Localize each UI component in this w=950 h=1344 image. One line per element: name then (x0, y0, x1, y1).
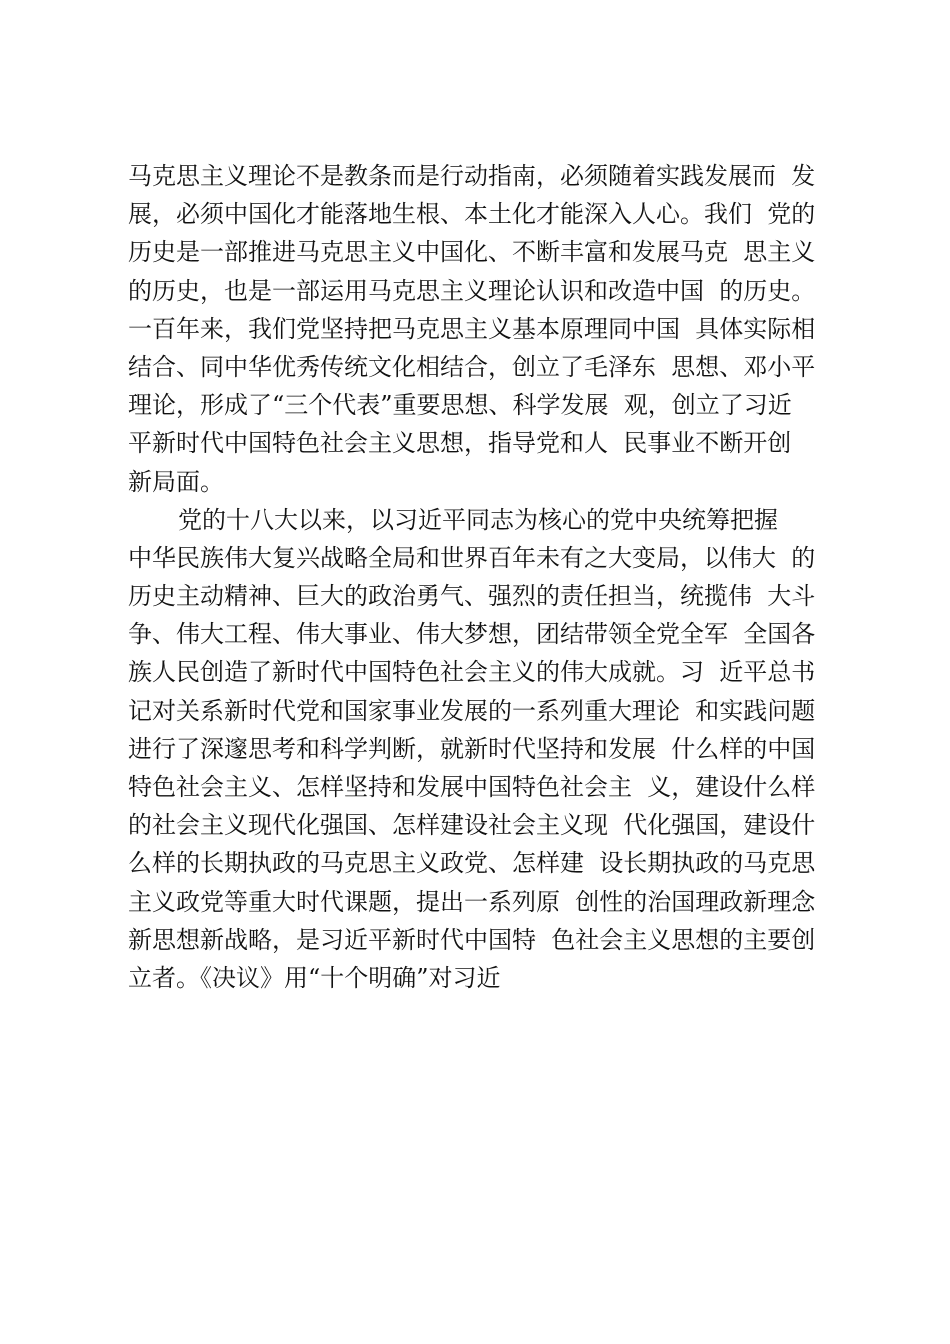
text-line: 平新时代中国特色社会主义思想，指导党和人 民事业不断开创 (128, 429, 792, 458)
text-line: 展，必须中国化才能落地生根、本土化才能深入人心。我们 党的 (128, 200, 816, 229)
text-line: 主义政党等重大时代课题，提出一系列原 创性的治国理政新理念 (128, 887, 816, 916)
body-text (128, 157, 828, 997)
text-line: 进行了深邃思考和科学判断，就新时代坚持和发展 什么样的中国 (128, 734, 816, 763)
text-line: 新思想新战略，是习近平新时代中国特 色社会主义思想的主要创 (128, 925, 816, 954)
text-line: 新局面。 (128, 467, 224, 496)
text-line: 立者。《决议》用“十个明确”对习近 (128, 963, 501, 992)
paragraph-start-line: 党的十八大以来，以习近平同志为核心的党中央统筹把握 (178, 505, 778, 534)
text-line: 一百年来，我们党坚持把马克思主义基本原理同中国 具体实际相 (128, 314, 816, 343)
text-line: 争、伟大工程、伟大事业、伟大梦想，团结带领全党全军 全国各 (128, 620, 816, 649)
text-line: 的历史，也是一部运用马克思主义理论认识和改造中国 的历史。 (128, 276, 816, 305)
text-line: 特色社会主义、怎样坚持和发展中国特色社会主 义，建设什么样 (128, 773, 816, 801)
text-line: 的社会主义现代化强国、怎样建设社会主义现 代化强国，建设什 (128, 811, 816, 840)
text-line: 马克思主义理论不是教条而是行动指南，必须随着实践发展而 发 (128, 162, 816, 190)
text-line: 历史是一部推进马克思主义中国化、不断丰富和发展马克 思主义 (128, 238, 816, 267)
text-line: 理论，形成了“三个代表”重要思想、科学发展 观，创立了习近 (128, 391, 792, 420)
text-line: 结合、同中华优秀传统文化相结合，创立了毛泽东 思想、邓小平 (128, 352, 816, 381)
text-line: 记对关系新时代党和国家事业发展的一系列重大理论 和实践问题 (128, 696, 816, 725)
text-line: 么样的长期执政的马克思主义政党、怎样建 设长期执政的马克思 (128, 849, 816, 878)
text-line: 历史主动精神、巨大的政治勇气、强烈的责任担当，统揽伟 大斗 (128, 582, 816, 611)
text-line: 族人民创造了新时代中国特色社会主义的伟大成就。习 近平总书 (128, 658, 816, 687)
text-line: 中华民族伟大复兴战略全局和世界百年未有之大变局，以伟大 的 (128, 543, 816, 572)
